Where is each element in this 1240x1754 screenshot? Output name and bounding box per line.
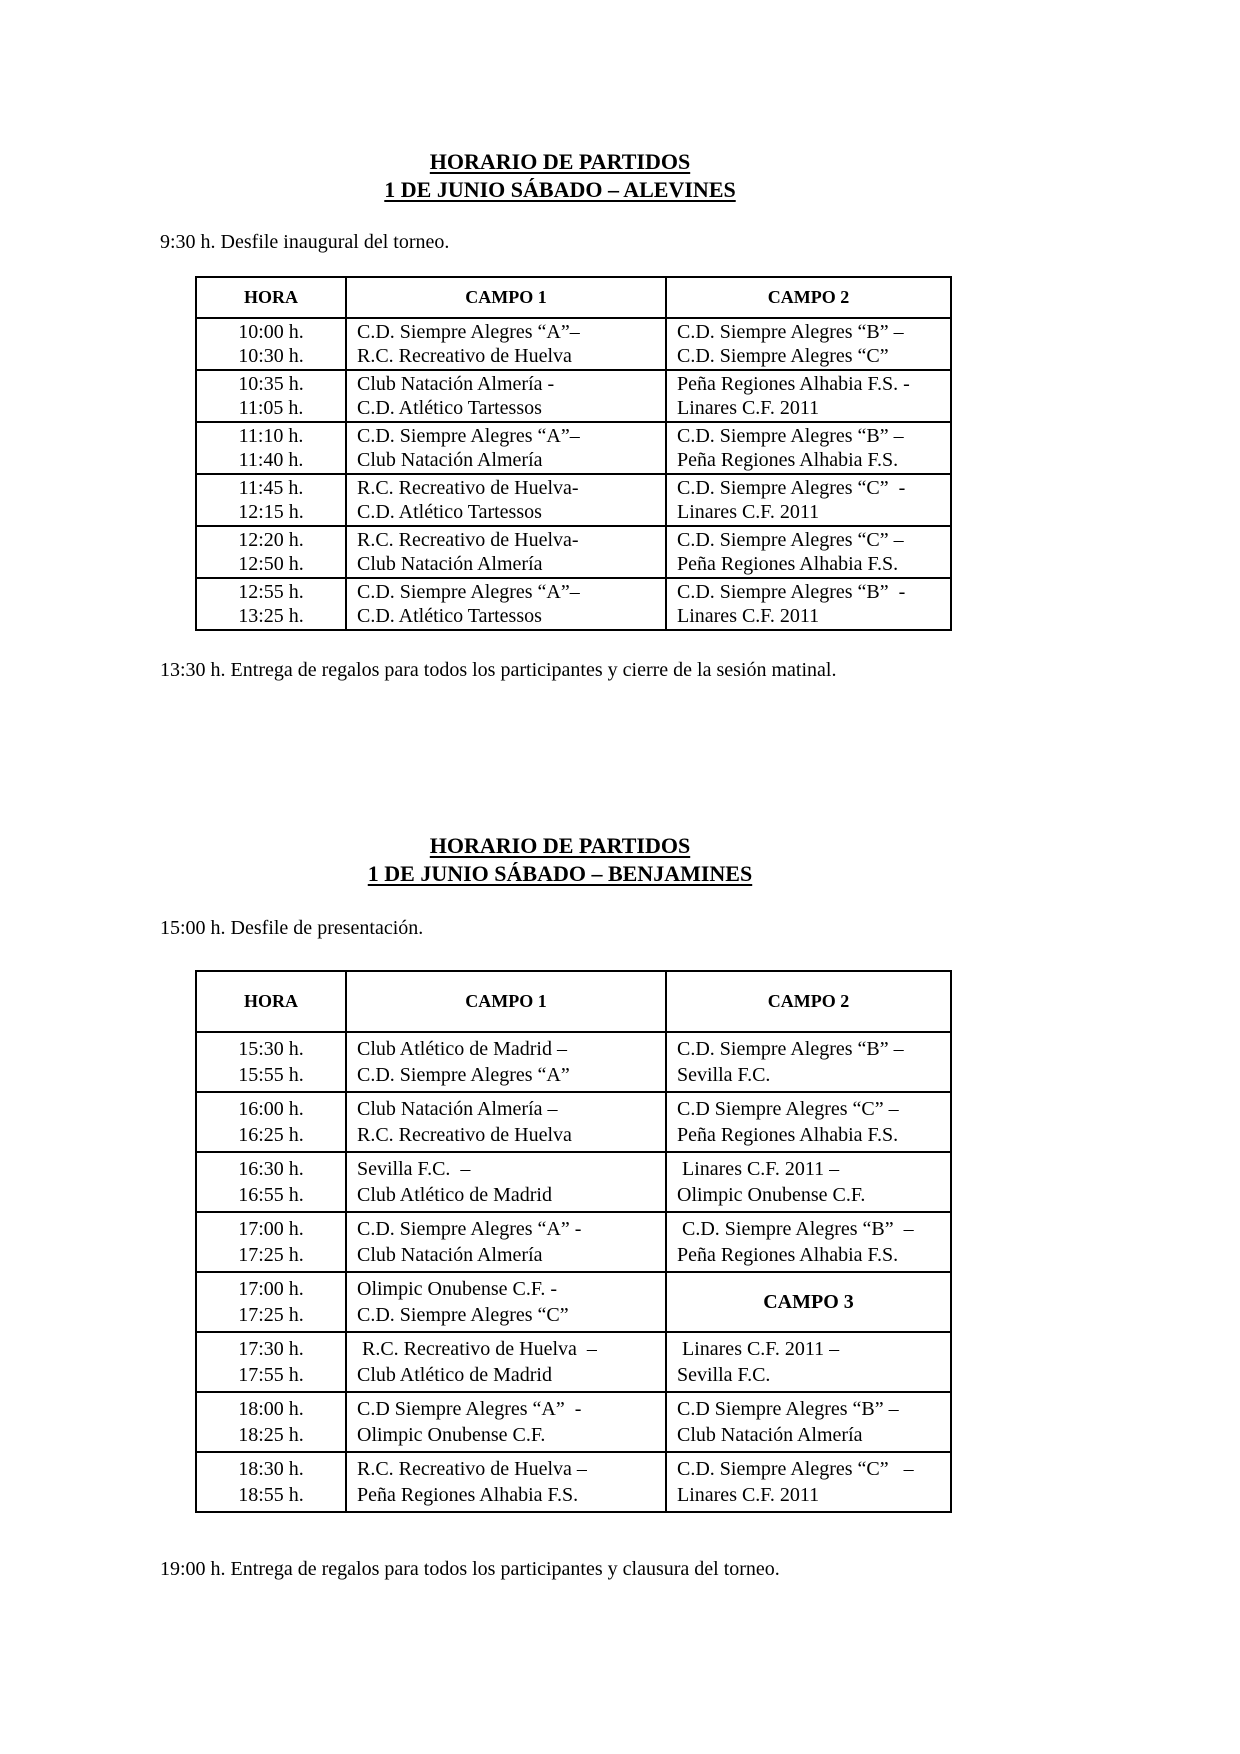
team-line: C.D. Siempre Alegres “B” – <box>677 1218 914 1240</box>
time-line: 10:30 h. <box>238 345 304 367</box>
time-line: 11:10 h. <box>238 425 304 447</box>
team-line: Club Natación Almería - <box>357 373 555 395</box>
time-line: 18:55 h. <box>238 1484 304 1506</box>
section-benjamines <box>160 832 960 1581</box>
team-line: Linares C.F. 2011 <box>677 397 820 419</box>
team-line: Peña Regiones Alhabia F.S. <box>677 553 899 575</box>
time-line: 12:15 h. <box>238 501 304 523</box>
time-line: 17:30 h. <box>238 1338 304 1360</box>
campo1-match-cell <box>346 1152 666 1212</box>
campo1-match-cell <box>346 1212 666 1272</box>
time-line: 13:25 h. <box>238 605 304 627</box>
column-header-campo-1: CAMPO 1 <box>346 971 666 1032</box>
time-cell <box>196 1452 346 1512</box>
team-line: C.D. Siempre Alegres “C” – <box>677 529 904 551</box>
time-cell <box>196 1272 346 1332</box>
time-line: 18:25 h. <box>238 1424 304 1446</box>
intro-note-benjamines: 15:00 h. Desfile de presentación. <box>160 917 424 939</box>
team-line: C.D. Siempre Alegres “A”– <box>357 581 580 603</box>
column-header-hora: HORA <box>196 277 346 318</box>
section-alevines <box>160 148 960 682</box>
time-cell <box>196 1032 346 1092</box>
team-line: Linares C.F. 2011 <box>677 1484 820 1506</box>
team-line: Peña Regiones Alhabia F.S. <box>677 1124 899 1146</box>
match-row <box>196 474 951 526</box>
campo1-match-cell <box>346 526 666 578</box>
team-line: C.D. Siempre Alegres “C” <box>677 345 889 367</box>
schedule-table-alevines <box>195 276 952 631</box>
team-line: Olimpic Onubense C.F. - <box>357 1278 558 1300</box>
team-line: Club Atlético de Madrid <box>357 1184 552 1206</box>
match-row <box>196 1032 951 1092</box>
team-line: C.D. Siempre Alegres “A” <box>357 1064 570 1086</box>
time-cell <box>196 1212 346 1272</box>
team-line: Club Natación Almería <box>357 1244 543 1266</box>
team-line: Linares C.F. 2011 <box>677 605 820 627</box>
outro-note-benjamines: 19:00 h. Entrega de regalos para todos los participantes y clausura del torneo. <box>160 1558 780 1580</box>
time-line: 15:55 h. <box>238 1064 304 1086</box>
campo2-match-cell <box>666 1152 951 1212</box>
campo2-match-cell <box>666 318 951 370</box>
time-line: 17:00 h. <box>238 1278 304 1300</box>
team-line: Club Natación Almería – <box>357 1098 558 1120</box>
team-line: C.D. Siempre Alegres “C” - <box>677 477 906 499</box>
time-line: 17:00 h. <box>238 1218 304 1240</box>
time-cell <box>196 370 346 422</box>
header-row <box>196 277 951 318</box>
time-line: 12:55 h. <box>238 581 304 603</box>
team-line: Linares C.F. 2011 – <box>677 1338 840 1360</box>
column-header-campo-2: CAMPO 2 <box>666 277 951 318</box>
campo1-match-cell <box>346 474 666 526</box>
time-line: 18:30 h. <box>238 1458 304 1480</box>
time-cell <box>196 1152 346 1212</box>
campo1-match-cell <box>346 422 666 474</box>
team-line: C.D. Siempre Alegres “A” - <box>357 1218 582 1240</box>
team-line: R.C. Recreativo de Huelva <box>357 345 572 367</box>
match-row <box>196 318 951 370</box>
campo2-match-cell <box>666 1212 951 1272</box>
time-line: 16:25 h. <box>238 1124 304 1146</box>
campo2-match-cell <box>666 1452 951 1512</box>
column-header-hora: HORA <box>196 971 346 1032</box>
time-line: 11:45 h. <box>238 477 304 499</box>
document-page <box>160 0 960 1581</box>
campo1-match-cell <box>346 1272 666 1332</box>
time-cell <box>196 318 346 370</box>
match-row <box>196 1152 951 1212</box>
team-line: Olimpic Onubense C.F. <box>677 1184 866 1206</box>
time-line: 17:25 h. <box>238 1244 304 1266</box>
campo2-match-cell <box>666 578 951 630</box>
team-line: Peña Regiones Alhabia F.S. <box>677 1244 899 1266</box>
match-row <box>196 1392 951 1452</box>
team-line: Peña Regiones Alhabia F.S. <box>677 449 899 471</box>
campo1-match-cell <box>346 1452 666 1512</box>
campo2-match-cell <box>666 422 951 474</box>
time-line: 16:30 h. <box>238 1158 304 1180</box>
team-line: Club Atlético de Madrid <box>357 1364 552 1386</box>
section-gap <box>160 682 960 832</box>
team-line: C.D. Atlético Tartessos <box>357 501 542 523</box>
campo3-header-cell: CAMPO 3 <box>666 1272 951 1332</box>
team-line: C.D Siempre Alegres “C” – <box>677 1098 899 1120</box>
team-line: Club Atlético de Madrid – <box>357 1038 567 1060</box>
team-line: C.D. Atlético Tartessos <box>357 605 542 627</box>
match-row <box>196 370 951 422</box>
team-line: C.D. Siempre Alegres “A”– <box>357 321 580 343</box>
time-cell <box>196 578 346 630</box>
team-line: R.C. Recreativo de Huelva <box>357 1124 572 1146</box>
team-line: R.C. Recreativo de Huelva – <box>357 1338 597 1360</box>
campo2-match-cell <box>666 1392 951 1452</box>
campo1-match-cell <box>346 1032 666 1092</box>
time-line: 16:00 h. <box>238 1098 304 1120</box>
match-row <box>196 1452 951 1512</box>
match-row <box>196 422 951 474</box>
match-row <box>196 1092 951 1152</box>
column-header-campo-1: CAMPO 1 <box>346 277 666 318</box>
title-line-2: 1 DE JUNIO SÁBADO – ALEVINES <box>384 177 736 202</box>
schedule-table-benjamines <box>195 970 952 1513</box>
campo1-match-cell <box>346 318 666 370</box>
time-line: 17:25 h. <box>238 1304 304 1326</box>
time-line: 11:05 h. <box>238 397 304 419</box>
team-line: Peña Regiones Alhabia F.S. <box>357 1484 579 1506</box>
time-line: 16:55 h. <box>238 1184 304 1206</box>
column-header-campo-2: CAMPO 2 <box>666 971 951 1032</box>
match-row <box>196 526 951 578</box>
time-line: 12:50 h. <box>238 553 304 575</box>
team-line: Sevilla F.C. <box>677 1064 771 1086</box>
team-line: Olimpic Onubense C.F. <box>357 1424 546 1446</box>
match-row <box>196 1212 951 1272</box>
time-line: 10:35 h. <box>238 373 304 395</box>
time-cell <box>196 526 346 578</box>
team-line: Club Natación Almería <box>677 1424 863 1446</box>
outro-note-alevines: 13:30 h. Entrega de regalos para todos los participantes y cierre de la sesión matinal. <box>160 659 837 681</box>
campo1-match-cell <box>346 1392 666 1452</box>
team-line: C.D Siempre Alegres “B” – <box>677 1398 899 1420</box>
section-title-alevines <box>160 148 960 204</box>
campo1-match-cell <box>346 578 666 630</box>
campo1-match-cell <box>346 370 666 422</box>
time-line: 10:00 h. <box>238 321 304 343</box>
time-cell <box>196 422 346 474</box>
team-line: C.D. Siempre Alegres “C” <box>357 1304 569 1326</box>
team-line: R.C. Recreativo de Huelva- <box>357 529 579 551</box>
team-line: Linares C.F. 2011 – <box>677 1158 840 1180</box>
header-row <box>196 971 951 1032</box>
team-line: Peña Regiones Alhabia F.S. - <box>677 373 910 395</box>
team-line: Club Natación Almería <box>357 449 543 471</box>
match-row <box>196 1332 951 1392</box>
time-cell <box>196 1392 346 1452</box>
title-line-1: HORARIO DE PARTIDOS <box>429 833 691 858</box>
intro-note-alevines: 9:30 h. Desfile inaugural del torneo. <box>160 231 450 253</box>
team-line: Linares C.F. 2011 <box>677 501 820 523</box>
team-line: Sevilla F.C. <box>677 1364 771 1386</box>
campo2-match-cell <box>666 474 951 526</box>
campo2-match-cell <box>666 1092 951 1152</box>
time-line: 12:20 h. <box>238 529 304 551</box>
campo2-match-cell <box>666 526 951 578</box>
team-line: C.D. Siempre Alegres “A”– <box>357 425 580 447</box>
team-line: R.C. Recreativo de Huelva – <box>357 1458 587 1480</box>
team-line: C.D. Siempre Alegres “C” – <box>677 1458 914 1480</box>
team-line: C.D Siempre Alegres “A” - <box>357 1398 582 1420</box>
campo1-match-cell <box>346 1332 666 1392</box>
team-line: C.D. Siempre Alegres “B” – <box>677 1038 904 1060</box>
title-line-1: HORARIO DE PARTIDOS <box>429 149 691 174</box>
match-row <box>196 578 951 630</box>
team-line: C.D. Atlético Tartessos <box>357 397 542 419</box>
time-line: 15:30 h. <box>238 1038 304 1060</box>
team-line: C.D. Siempre Alegres “B” - <box>677 581 906 603</box>
time-cell <box>196 1092 346 1152</box>
team-line: R.C. Recreativo de Huelva- <box>357 477 579 499</box>
team-line: Club Natación Almería <box>357 553 543 575</box>
title-line-2: 1 DE JUNIO SÁBADO – BENJAMINES <box>367 861 753 886</box>
match-row <box>196 1272 951 1332</box>
campo2-match-cell <box>666 1032 951 1092</box>
time-cell <box>196 474 346 526</box>
campo1-match-cell <box>346 1092 666 1152</box>
time-line: 11:40 h. <box>238 449 304 471</box>
team-line: C.D. Siempre Alegres “B” – <box>677 425 904 447</box>
time-cell <box>196 1332 346 1392</box>
time-line: 18:00 h. <box>238 1398 304 1420</box>
team-line: Sevilla F.C. – <box>357 1158 471 1180</box>
section-title-benjamines <box>160 832 960 888</box>
campo2-match-cell <box>666 1332 951 1392</box>
time-line: 17:55 h. <box>238 1364 304 1386</box>
team-line: C.D. Siempre Alegres “B” – <box>677 321 904 343</box>
campo2-match-cell <box>666 370 951 422</box>
